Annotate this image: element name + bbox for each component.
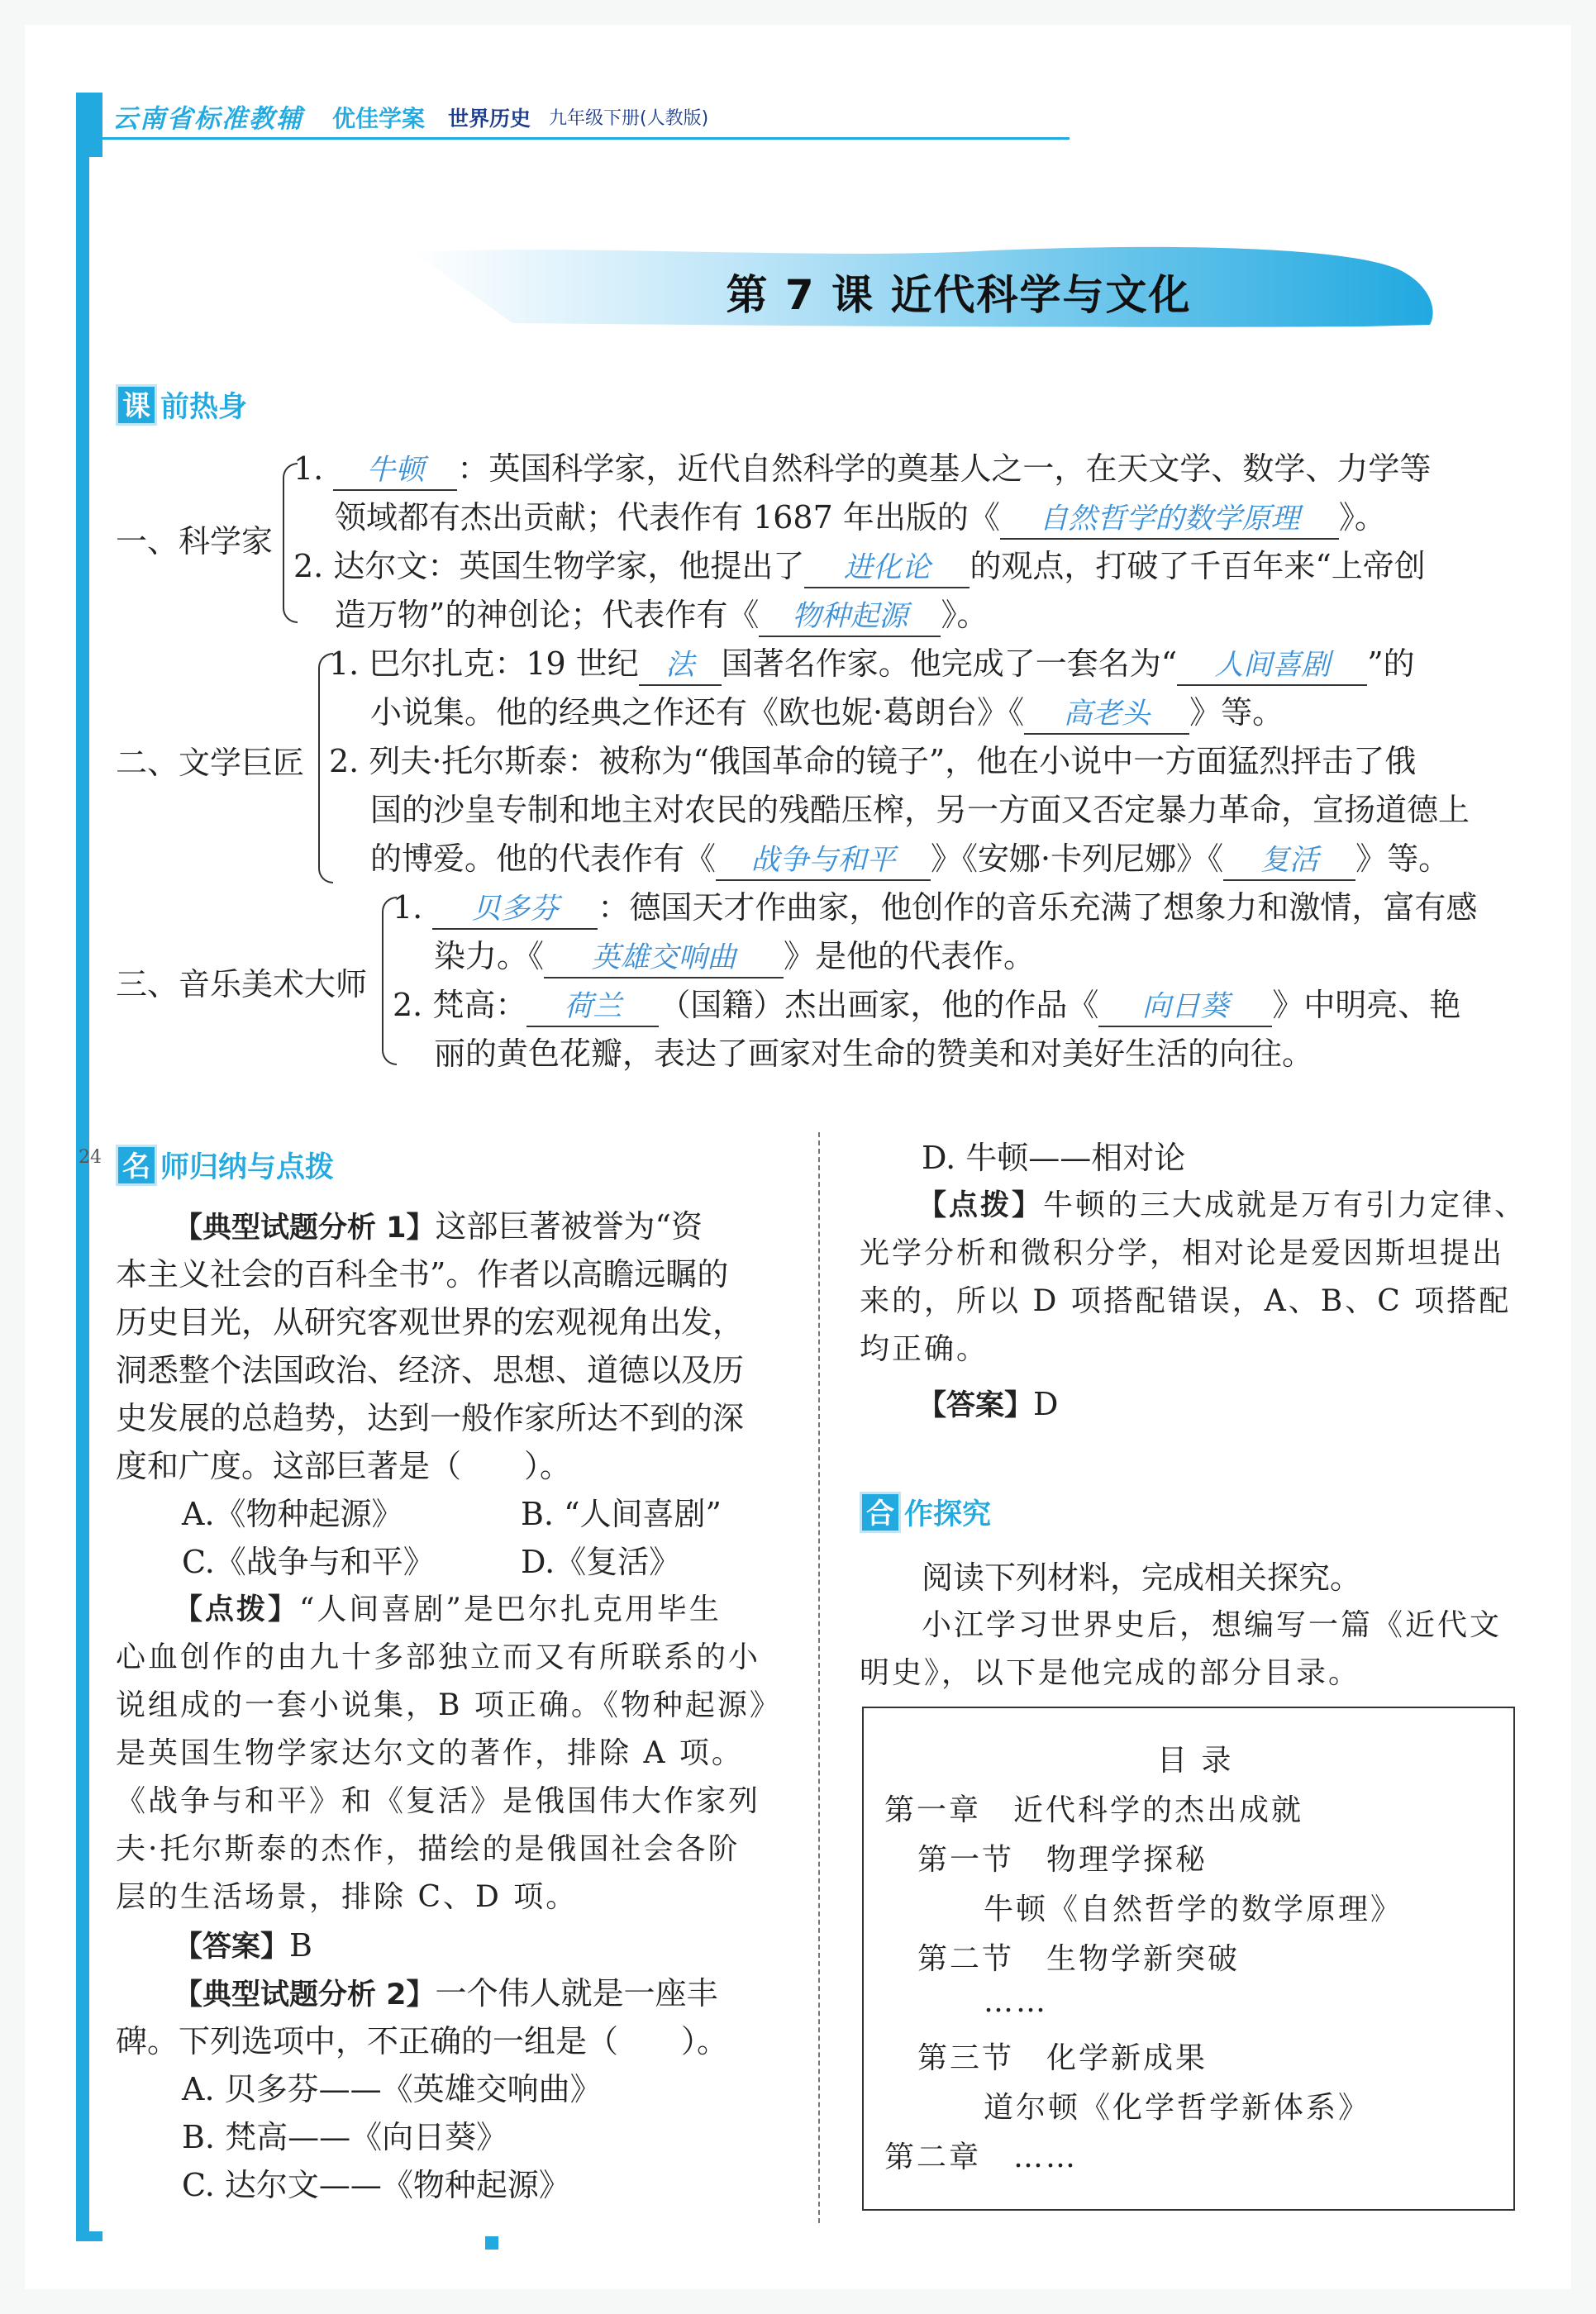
text: （国籍）杰出画家，他的作品《 (659, 987, 1099, 1023)
text: 牛顿的三大成就是万有引力定律、 (1043, 1188, 1527, 1222)
text: 一个伟人就是一座丰 (435, 1975, 718, 2012)
table-of-contents-box (862, 1707, 1515, 2211)
blank-answer: 高老头 (1024, 695, 1189, 735)
toc-section-1-item: 牛顿《自然哲学的数学原理》 (984, 1893, 1403, 1926)
page-footer-marker (485, 2236, 498, 2250)
blank-answer: 人间喜剧 (1177, 646, 1367, 686)
q1-tip-line-3: 说组成的一套小说集，B 项正确。《物种起源》 (116, 1688, 782, 1722)
text: 的博爱。他的代表作有《 (370, 840, 717, 877)
q1-tip-line-1 (174, 1586, 722, 1634)
q1-option-d: D.《复活》 (521, 1544, 681, 1580)
blank-answer: 法 (639, 646, 722, 686)
text: 》是他的代表作。 (784, 938, 1036, 974)
text: ”的 (1367, 645, 1415, 682)
category-music-art: 三、音乐美术大师 (116, 966, 368, 1002)
q2-line-1 (174, 1969, 718, 2019)
header-subject: 世界历史 (448, 107, 531, 131)
blank-answer: 复活 (1223, 841, 1355, 881)
column-divider (818, 1132, 820, 2223)
tolstoy-line-2: 国的沙皇专制和地主对农民的残酷压榨，另一方面又否定暴力革命，宣扬道德上 (370, 792, 1470, 828)
toc-chapter-1: 第一章 近代科学的杰出成就 (884, 1793, 1304, 1827)
van-gogh-line-2: 丽的黄色花瓣，表达了画家对生命的赞美和对美好生活的向往。 (434, 1036, 1314, 1072)
warmup-heading-text: 前热身 (160, 391, 248, 424)
header-brand: 优佳学案 (332, 105, 426, 132)
text: 的观点，打破了千百年来“上帝创 (970, 548, 1426, 584)
cooperate-line-1: 阅读下列材料，完成相关探究。 (922, 1559, 1362, 1596)
q1-line-2: 本主义社会的百科全书”。作者以高瞻远瞩的 (116, 1256, 729, 1293)
text: 小说集。他的经典之作还有《欧也妮·葛朗台》《 (370, 694, 1025, 731)
teacher-heading-text: 师归纳与点拨 (160, 1151, 335, 1184)
warmup-heading-box: 课 (116, 384, 157, 426)
blank-answer: 战争与和平 (716, 841, 931, 881)
q1-line-1 (174, 1202, 703, 1252)
lesson-title-banner (413, 244, 1438, 335)
van-gogh-line (393, 986, 1460, 1027)
blank-answer: 荷兰 (526, 988, 659, 1027)
q1-tag: 【典型试题分析 1】 (174, 1212, 436, 1245)
q1-tip-tag: 【点拨】 (174, 1593, 300, 1626)
blank-answer: 物种起源 (759, 598, 941, 637)
blank-answer: 英雄交响曲 (544, 939, 784, 978)
teacher-heading (116, 1145, 334, 1186)
text: “人间喜剧”是巴尔扎克用毕生 (299, 1593, 722, 1626)
q2-tag: 【典型试题分析 2】 (174, 1978, 436, 2012)
text: ：德国天才作曲家，他创作的音乐充满了想象力和激情，富有感 (598, 889, 1478, 926)
lesson-title: 第 7 课 近代科学与文化 (726, 271, 1192, 319)
q1-option-a: A.《物种起源》 (182, 1496, 403, 1532)
text: 国著名作家。他完成了一套名为“ (721, 645, 1178, 682)
text: B (289, 1927, 312, 1964)
balzac-line-2 (370, 693, 1284, 735)
blank-answer: 牛顿 (333, 451, 457, 491)
text: 》等。 (1189, 694, 1284, 731)
toc-section-1: 第一节 物理学探秘 (917, 1843, 1208, 1877)
page-number: 24 (79, 1147, 102, 1168)
newton-line (293, 450, 1431, 491)
toc-section-3: 第三节 化学新成果 (917, 2041, 1208, 2075)
q1-line-5: 史发展的总趋势，达到一般作家所达不到的深 (116, 1400, 745, 1436)
text: 》。 (1338, 499, 1386, 536)
q2-option-d: D. 牛顿——相对论 (922, 1140, 1186, 1176)
q1-option-c: C.《战争与和平》 (182, 1544, 435, 1580)
blank-answer: 进化论 (804, 549, 970, 588)
toc-chapter-2: 第二章 …… (884, 2140, 1079, 2174)
q2-answer (917, 1380, 1058, 1430)
category-scientists: 一、科学家 (116, 523, 274, 559)
q2-answer-tag: 【答案】 (917, 1389, 1034, 1422)
warmup-heading (116, 384, 247, 426)
page-header (102, 93, 1070, 139)
q2-tip-line-4: 均正确。 (860, 1332, 989, 1366)
q2-option-a: A. 贝多芬——《英雄交响曲》 (182, 2071, 602, 2107)
header-grade: 九年级下册(人教版) (549, 108, 709, 129)
q2-tip-line-1 (917, 1182, 1527, 1230)
text: 》中明亮、艳 (1272, 987, 1461, 1023)
q2-tip-tag: 【点拨】 (917, 1189, 1044, 1222)
q2-option-b: B. 梵高——《向日葵》 (182, 2119, 508, 2155)
q1-tip-line-4: 是英国生物学家达尔文的著作，排除 A 项。 (116, 1736, 744, 1770)
text: 》《安娜·卡列尼娜》《 (931, 840, 1224, 877)
darwin-line-2 (335, 596, 988, 637)
toc-section-3-item: 道尔顿《化学哲学新体系》 (984, 2091, 1371, 2125)
header-rule (102, 137, 1070, 140)
text: 染力。《 (434, 938, 545, 974)
blank-answer: 自然哲学的数学原理 (1000, 500, 1339, 540)
q1-tip-line-7: 层的生活场景，排除 C、D 项。 (116, 1880, 579, 1914)
text: 1. 巴尔扎克：19 世纪 (329, 645, 639, 682)
beethoven-line-2 (434, 937, 1035, 978)
q2-line-2: 碑。下列选项中，不正确的一组是（ ）。 (116, 2023, 729, 2059)
text: 1. (293, 450, 324, 487)
cooperate-heading-text: 作探究 (904, 1498, 992, 1531)
text: 造万物”的神创论；代表作有《 (335, 597, 760, 633)
text: 2. 梵高： (393, 987, 527, 1023)
toc-section-2: 第二节 生物学新突破 (917, 1942, 1241, 1976)
q1-tip-line-5: 《战争与和平》和《复活》是俄国伟大作家列 (116, 1784, 761, 1818)
q1-line-3: 历史目光，从研究客观世界的宏观视角出发， (116, 1304, 745, 1340)
q1-answer (174, 1921, 312, 1971)
header-series: 云南省标准教辅 (112, 104, 303, 134)
q1-option-b: B. “人间喜剧” (521, 1496, 722, 1532)
blank-answer: 贝多芬 (432, 890, 598, 930)
category-literature: 二、文学巨匠 (116, 745, 305, 781)
toc-section-2-item: …… (984, 1985, 1048, 2019)
tolstoy-line-3 (370, 840, 1450, 881)
cooperate-line-2: 小江学习世界史后，想编写一篇《近代文 (922, 1608, 1503, 1642)
page-side-bar-inner (89, 157, 102, 2231)
cooperate-heading (860, 1492, 991, 1533)
text: 这部巨著被誉为“资 (435, 1208, 703, 1245)
q1-line-4: 洞悉整个法国政治、经济、思想、道德以及历 (116, 1352, 745, 1388)
q1-tip-line-2: 心血创作的由九十多部独立而又有所联系的小 (116, 1640, 761, 1674)
q2-tip-line-2: 光学分析和微积分学，相对论是爱因斯坦提出 (860, 1236, 1505, 1270)
darwin-line (293, 547, 1426, 588)
text: 1. (393, 889, 423, 926)
text: 》等。 (1355, 840, 1451, 877)
text: D (1033, 1386, 1059, 1422)
newton-line-2 (335, 498, 1386, 540)
q2-tip-line-3: 来的，所以 D 项搭配错误，A、B、C 项搭配 (860, 1284, 1512, 1318)
q2-option-c: C. 达尔文——《物种起源》 (182, 2167, 570, 2203)
cooperate-heading-box: 合 (860, 1492, 901, 1533)
cooperate-line-3: 明史》，以下是他完成的部分目录。 (860, 1656, 1361, 1690)
text: 领域都有杰出贡献；代表作有 1687 年出版的《 (335, 499, 1000, 536)
teacher-heading-box: 名 (116, 1145, 157, 1186)
text: 2. 达尔文：英国生物学家，他提出了 (293, 548, 805, 584)
beethoven-line (393, 888, 1477, 930)
balzac-line (329, 645, 1415, 686)
toc-title: 目 录 (1157, 1744, 1234, 1778)
text: 》。 (941, 597, 989, 633)
text: ：英国科学家，近代自然科学的奠基人之一，在天文学、数学、力学等 (457, 450, 1432, 487)
q1-answer-tag: 【答案】 (174, 1931, 290, 1964)
q1-tip-line-6: 夫·托尔斯泰的杰作，描绘的是俄国社会各阶 (116, 1832, 741, 1866)
blank-answer: 向日葵 (1098, 988, 1272, 1027)
q1-line-6: 度和广度。这部巨著是（ ）。 (116, 1448, 572, 1484)
tolstoy-line: 2. 列夫·托尔斯泰：被称为“俄国革命的镜子”，他在小说中一方面猛烈抨击了俄 (329, 743, 1417, 779)
